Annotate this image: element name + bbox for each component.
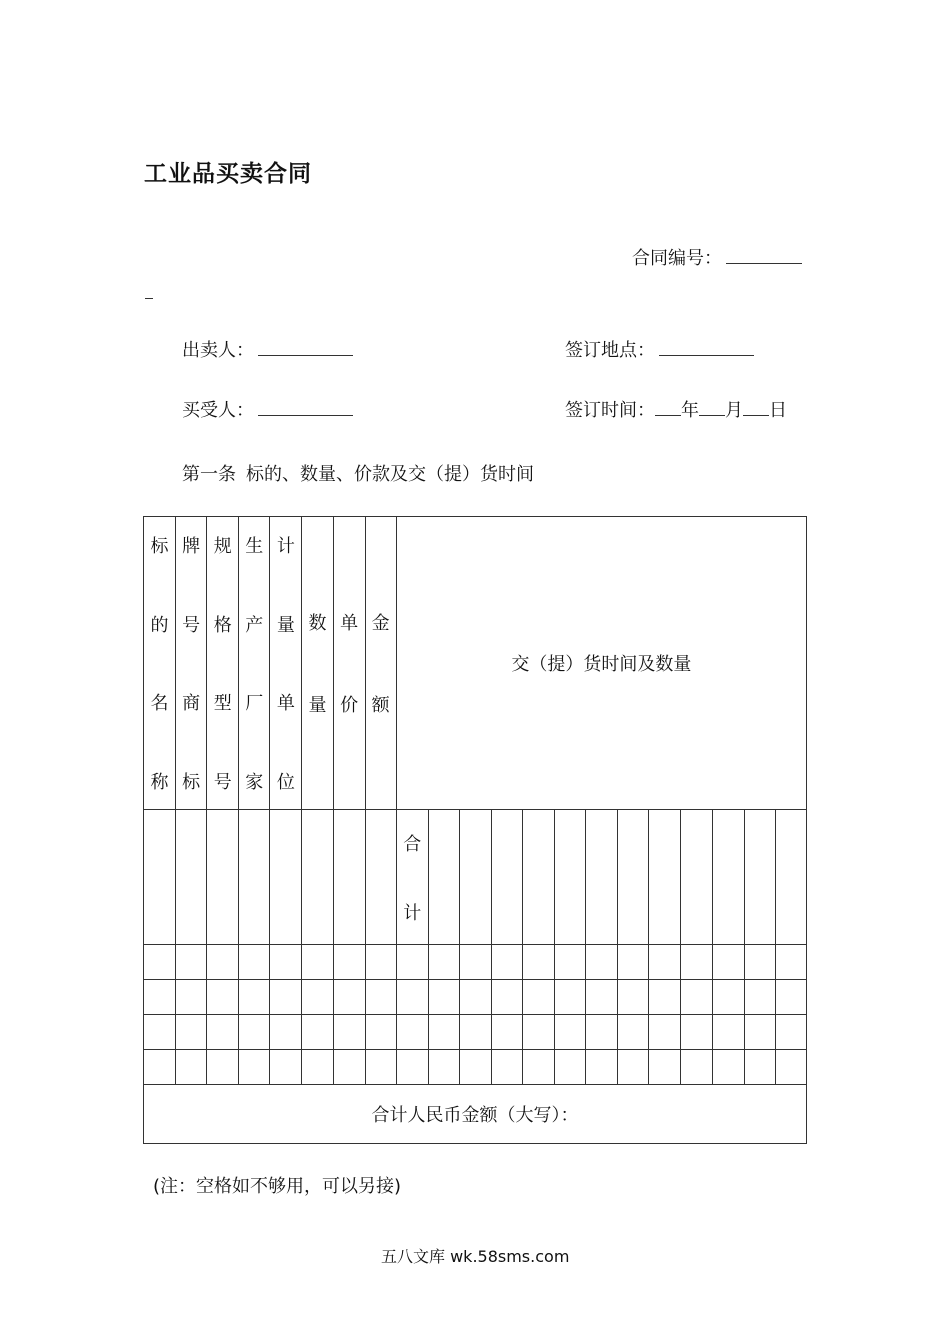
page-title: 工业品买卖合同 xyxy=(144,161,312,187)
table-cell xyxy=(775,810,806,945)
table-cell xyxy=(712,810,744,945)
header-amount: 金 额 xyxy=(365,517,396,810)
total-rmb-label: 合计人民币金额（大写）： xyxy=(144,1085,807,1144)
table-cell xyxy=(428,810,459,945)
buyer-field xyxy=(182,396,353,422)
table-cell xyxy=(302,810,333,945)
contract-number-blank-continuation xyxy=(145,298,153,299)
header-delivery-time-quantity: 交（提）货时间及数量 xyxy=(396,517,806,810)
table-cell xyxy=(176,810,207,945)
day-label: 日 xyxy=(769,400,787,421)
header-unit-of-measure: 计 量 单 位 xyxy=(270,517,302,810)
table-row xyxy=(144,1015,807,1050)
table-cell xyxy=(239,810,270,945)
seller-label: 出卖人： xyxy=(182,340,254,361)
buyer-blank xyxy=(258,414,353,416)
month-label: 月 xyxy=(725,400,743,421)
contract-number-field xyxy=(632,244,802,270)
signing-time-field xyxy=(565,396,787,422)
table-cell xyxy=(649,810,681,945)
header-unit-price: 单 价 xyxy=(333,517,365,810)
header-quantity: 数 量 xyxy=(302,517,333,810)
table-cell xyxy=(270,810,302,945)
day-blank xyxy=(743,414,769,416)
month-blank xyxy=(699,414,725,416)
contract-number-blank xyxy=(726,262,802,264)
table-cell xyxy=(586,810,618,945)
article-1-number: 第一条 xyxy=(182,464,236,485)
table-header-row xyxy=(144,517,807,810)
table-cell xyxy=(491,810,522,945)
table-row xyxy=(144,945,807,980)
table-cell xyxy=(555,810,586,945)
note-text: (注：空格如不够用，可以另接) xyxy=(153,1176,402,1197)
footer-watermark: 五八文库 wk.58sms.com xyxy=(381,1247,570,1266)
table-subheader-row xyxy=(144,810,807,945)
table-cell xyxy=(459,810,491,945)
seller-blank xyxy=(258,354,353,356)
signing-place-label: 签订地点： xyxy=(565,340,655,361)
table-cell xyxy=(744,810,775,945)
header-specification-model: 规 格 型 号 xyxy=(207,517,239,810)
contract-number-label: 合同编号： xyxy=(632,248,722,269)
table-row xyxy=(144,1050,807,1085)
subtotal-label: 合 计 xyxy=(396,810,428,945)
header-manufacturer: 生 产 厂 家 xyxy=(239,517,270,810)
year-label: 年 xyxy=(681,400,699,421)
signing-place-field xyxy=(565,336,754,362)
table-row xyxy=(144,980,807,1015)
table-cell xyxy=(523,810,555,945)
table-cell xyxy=(144,810,176,945)
year-blank xyxy=(655,414,681,416)
table-cell xyxy=(333,810,365,945)
header-brand-trademark: 牌 号 商 标 xyxy=(176,517,207,810)
signing-time-label: 签订时间： xyxy=(565,400,655,421)
seller-field xyxy=(182,336,353,362)
table-cell xyxy=(681,810,712,945)
table-cell xyxy=(207,810,239,945)
signing-place-blank xyxy=(659,354,754,356)
article-1-title: 标的、数量、价款及交（提）货时间 xyxy=(246,464,534,485)
total-rmb-row xyxy=(144,1085,807,1144)
article-1-heading xyxy=(182,460,534,486)
table-cell xyxy=(365,810,396,945)
goods-table xyxy=(143,516,807,1144)
table-cell xyxy=(618,810,649,945)
buyer-label: 买受人： xyxy=(182,400,254,421)
header-item-name: 标 的 名 称 xyxy=(144,517,176,810)
